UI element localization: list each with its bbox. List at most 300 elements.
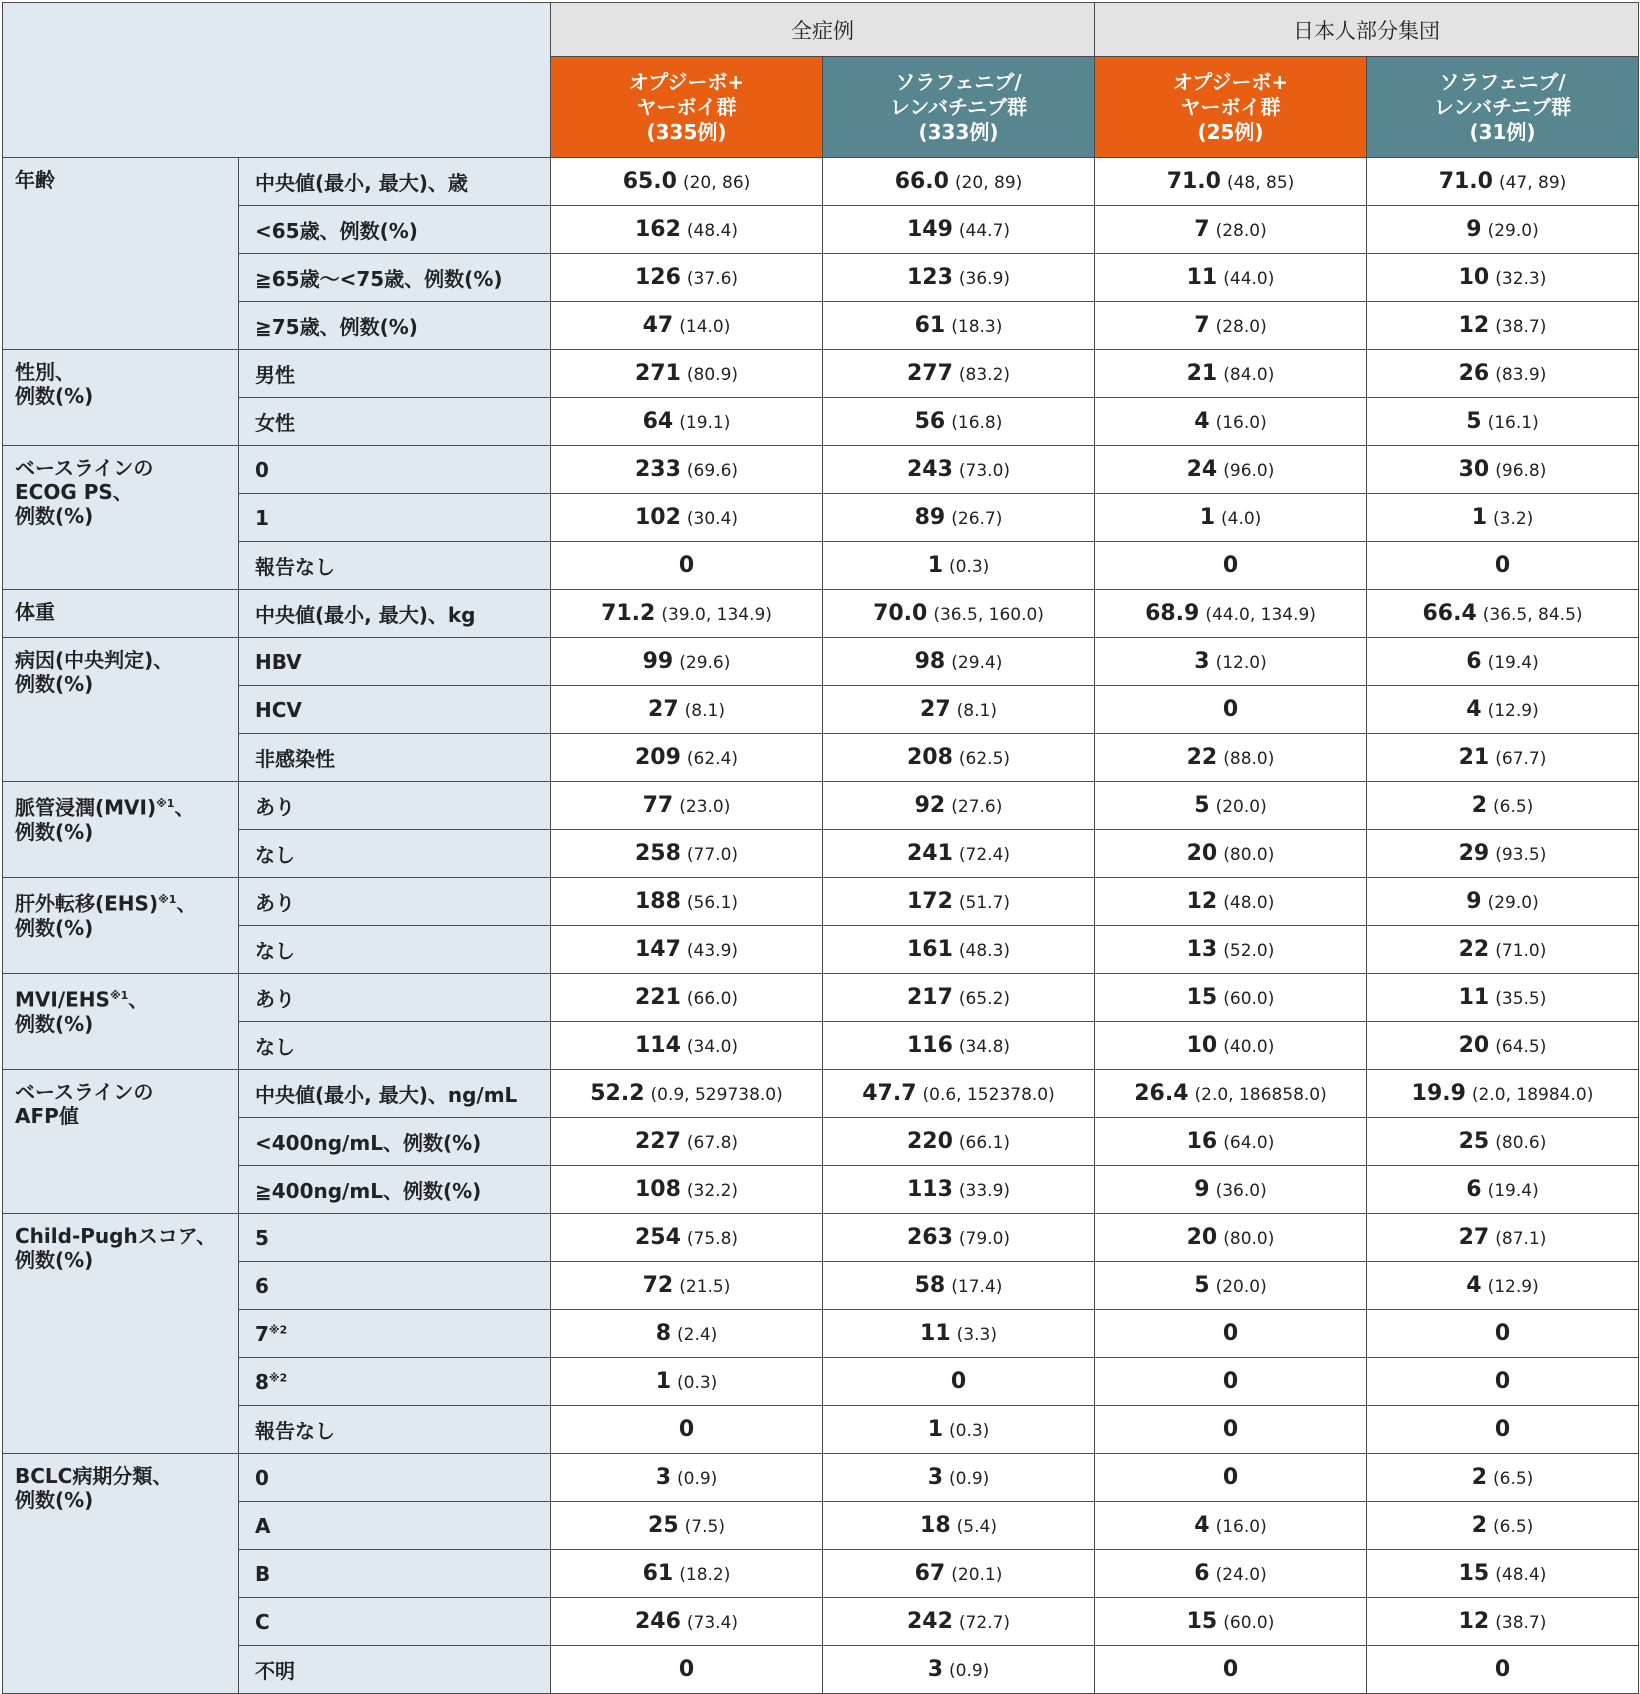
footnote-mark: ※2 xyxy=(268,1322,288,1336)
value-detail: (29.0) xyxy=(1487,221,1539,241)
category-label xyxy=(3,1454,239,1694)
value-detail: (38.7) xyxy=(1495,1613,1547,1633)
table-row xyxy=(3,1598,1639,1646)
value-cell xyxy=(823,542,1095,590)
row-label: あり xyxy=(239,974,551,1022)
value-detail: (20.0) xyxy=(1215,1277,1267,1297)
value-detail: (66.0) xyxy=(686,989,739,1009)
row-label: 5 xyxy=(239,1214,551,1262)
value-detail: (60.0) xyxy=(1223,989,1275,1009)
value-cell xyxy=(1367,350,1639,398)
value-main: 5 xyxy=(1194,793,1210,818)
value-detail: (29.0) xyxy=(1487,893,1539,913)
table-row xyxy=(3,1454,1639,1502)
value-main: 11 xyxy=(1458,985,1490,1010)
value-main: 13 xyxy=(1186,937,1218,962)
row-label: 報告なし xyxy=(239,1406,551,1454)
header-corner xyxy=(3,3,551,158)
value-main: 71.2 xyxy=(601,601,656,626)
value-detail: (32.2) xyxy=(686,1181,739,1201)
table-row xyxy=(3,1166,1639,1214)
row-label: なし xyxy=(239,926,551,974)
value-detail: (65.2) xyxy=(958,989,1011,1009)
value-cell xyxy=(823,1646,1095,1694)
value-cell xyxy=(1367,302,1639,350)
footnote-mark: ※2 xyxy=(268,1370,288,1384)
value-cell xyxy=(823,878,1095,926)
value-cell xyxy=(1095,1070,1367,1118)
value-cell xyxy=(1095,1598,1367,1646)
value-main: 5 xyxy=(1466,409,1482,434)
value-cell xyxy=(551,734,823,782)
value-detail: (32.3) xyxy=(1495,269,1547,289)
value-main: 149 xyxy=(906,217,953,242)
value-main: 7 xyxy=(1194,313,1210,338)
value-cell xyxy=(823,1166,1095,1214)
value-cell xyxy=(551,782,823,830)
value-main: 58 xyxy=(914,1273,946,1298)
value-detail: (80.0) xyxy=(1223,845,1275,865)
value-detail: (27.6) xyxy=(951,797,1003,817)
value-cell xyxy=(823,638,1095,686)
category-label-line: 例数(%) xyxy=(15,672,94,696)
category-label-line: 肝外転移(EHS)$^{※1}$、 xyxy=(15,891,197,916)
value-cell xyxy=(1367,878,1639,926)
value-detail: (37.6) xyxy=(686,269,739,289)
table-row xyxy=(3,1502,1639,1550)
category-label-line: 例数(%) xyxy=(15,915,94,940)
value-detail: (34.0) xyxy=(686,1037,739,1057)
value-main: 3 xyxy=(655,1465,671,1490)
value-cell xyxy=(823,1454,1095,1502)
value-detail: (0.3) xyxy=(949,1421,990,1441)
value-detail: (67.7) xyxy=(1495,749,1547,769)
value-cell xyxy=(1095,1502,1367,1550)
row-label: ≧65歳～<75歳、例数(%) xyxy=(239,254,551,302)
table-row xyxy=(3,1310,1639,1358)
table-body xyxy=(3,158,1639,1694)
value-main: 0 xyxy=(1494,1657,1511,1682)
value-main: 12 xyxy=(1186,889,1218,914)
value-main: 61 xyxy=(642,1561,674,1586)
table-row xyxy=(3,638,1639,686)
value-cell xyxy=(551,1118,823,1166)
category-label-line: ベースラインの xyxy=(15,1080,154,1104)
value-cell xyxy=(1095,1454,1367,1502)
value-detail: (20, 86) xyxy=(682,173,751,193)
value-detail: (2.4) xyxy=(677,1325,718,1345)
value-cell xyxy=(823,1310,1095,1358)
row-label: 女性 xyxy=(239,398,551,446)
value-cell xyxy=(1095,542,1367,590)
value-cell xyxy=(1095,1358,1367,1406)
value-cell xyxy=(823,1214,1095,1262)
value-cell xyxy=(1367,926,1639,974)
value-detail: (47, 89) xyxy=(1498,173,1567,193)
row-label: 6 xyxy=(239,1262,551,1310)
value-cell xyxy=(823,350,1095,398)
value-main: 64 xyxy=(642,409,674,434)
value-cell xyxy=(1095,926,1367,974)
footnote-mark: ※1 xyxy=(158,893,177,906)
value-detail: (16.1) xyxy=(1487,413,1539,433)
table-row xyxy=(3,734,1639,782)
value-cell xyxy=(823,782,1095,830)
arm-header-sora-lenva-japan: ソラフェニブ/ レンバチニブ群 (31例) xyxy=(1367,57,1639,158)
value-cell xyxy=(1095,878,1367,926)
value-detail: (80.9) xyxy=(686,365,739,385)
value-main: 7 xyxy=(1194,217,1210,242)
value-detail: (36.5, 160.0) xyxy=(933,605,1044,625)
value-main: 11 xyxy=(1186,265,1218,290)
value-detail: (0.9) xyxy=(677,1469,718,1489)
value-cell xyxy=(551,446,823,494)
value-main: 3 xyxy=(927,1465,943,1490)
value-cell xyxy=(1367,1262,1639,1310)
table-row xyxy=(3,686,1639,734)
value-main: 16 xyxy=(1186,1129,1218,1154)
value-detail: (2.0, 18984.0) xyxy=(1471,1085,1594,1105)
value-detail: (51.7) xyxy=(958,893,1011,913)
value-main: 19.9 xyxy=(1411,1081,1466,1106)
category-label-line: 例数(%) xyxy=(15,504,94,528)
value-cell xyxy=(1095,974,1367,1022)
category-label-line: Child-Pughスコア、 xyxy=(15,1224,217,1248)
value-cell xyxy=(823,1022,1095,1070)
arm-header-sora-lenva-all: ソラフェニブ/ レンバチニブ群 (333例) xyxy=(823,57,1095,158)
footnote-mark: ※1 xyxy=(109,989,129,1002)
value-detail: (0.6, 152378.0) xyxy=(922,1085,1055,1105)
value-cell xyxy=(823,1550,1095,1598)
group-header-all: 全症例 xyxy=(551,3,1095,57)
table-row xyxy=(3,494,1639,542)
value-main: 0 xyxy=(950,1369,967,1394)
category-label-line: 性別、 xyxy=(15,360,75,384)
value-main: 9 xyxy=(1194,1177,1210,1202)
row-label: ≧75歳、例数(%) xyxy=(239,302,551,350)
value-main: 208 xyxy=(906,745,953,770)
value-detail: (43.9) xyxy=(686,941,739,961)
value-cell xyxy=(823,446,1095,494)
value-detail: (36.0) xyxy=(1215,1181,1267,1201)
table-row xyxy=(3,830,1639,878)
value-main: 0 xyxy=(1222,697,1239,722)
value-cell xyxy=(1367,734,1639,782)
category-label-line: 例数(%) xyxy=(15,1011,94,1036)
category-label-line: 例数(%) xyxy=(15,1488,94,1512)
value-cell xyxy=(823,830,1095,878)
value-detail: (48.4) xyxy=(686,221,739,241)
value-cell xyxy=(1367,638,1639,686)
row-label: HBV xyxy=(239,638,551,686)
value-main: 71.0 xyxy=(1438,169,1493,194)
row-label: 0 xyxy=(239,446,551,494)
value-cell xyxy=(551,878,823,926)
value-main: 21 xyxy=(1458,745,1490,770)
value-cell xyxy=(823,1358,1095,1406)
value-detail: (2.0, 186858.0) xyxy=(1194,1085,1327,1105)
category-label-line: AFP値 xyxy=(15,1104,79,1128)
value-cell xyxy=(1367,254,1639,302)
value-main: 220 xyxy=(906,1129,953,1154)
category-label xyxy=(3,446,239,590)
value-cell xyxy=(551,350,823,398)
value-main: 70.0 xyxy=(873,601,928,626)
value-detail: (12.9) xyxy=(1487,701,1539,721)
value-main: 20 xyxy=(1458,1033,1490,1058)
value-detail: (12.0) xyxy=(1215,653,1267,673)
value-cell xyxy=(551,1454,823,1502)
value-detail: (56.1) xyxy=(686,893,739,913)
category-label xyxy=(3,878,239,974)
value-main: 258 xyxy=(634,841,681,866)
value-main: 10 xyxy=(1458,265,1490,290)
table-row xyxy=(3,1070,1639,1118)
value-detail: (87.1) xyxy=(1495,1229,1547,1249)
row-label: 男性 xyxy=(239,350,551,398)
value-cell xyxy=(823,734,1095,782)
value-cell xyxy=(1367,1406,1639,1454)
value-cell xyxy=(823,158,1095,206)
row-label: 不明 xyxy=(239,1646,551,1694)
table-row xyxy=(3,302,1639,350)
value-detail: (48, 85) xyxy=(1226,173,1295,193)
category-label xyxy=(3,1214,239,1454)
value-cell xyxy=(823,1406,1095,1454)
value-cell xyxy=(551,158,823,206)
value-cell xyxy=(551,494,823,542)
value-main: 227 xyxy=(634,1129,681,1154)
value-cell xyxy=(551,926,823,974)
value-cell xyxy=(551,206,823,254)
value-main: 98 xyxy=(914,649,946,674)
value-detail: (73.4) xyxy=(686,1613,739,1633)
value-main: 6 xyxy=(1466,649,1482,674)
value-main: 0 xyxy=(678,553,695,578)
row-label: なし xyxy=(239,1022,551,1070)
value-cell xyxy=(1095,1406,1367,1454)
value-cell xyxy=(823,206,1095,254)
value-detail: (48.4) xyxy=(1495,1565,1547,1585)
category-label-line: 例数(%) xyxy=(15,384,94,408)
value-cell xyxy=(551,1550,823,1598)
value-detail: (52.0) xyxy=(1223,941,1275,961)
value-detail: (3.3) xyxy=(956,1325,997,1345)
value-main: 123 xyxy=(906,265,953,290)
value-cell xyxy=(1095,206,1367,254)
value-main: 65.0 xyxy=(622,169,677,194)
value-main: 4 xyxy=(1466,1273,1482,1298)
value-main: 25 xyxy=(648,1513,679,1538)
value-detail: (83.2) xyxy=(958,365,1011,385)
value-main: 92 xyxy=(914,793,946,818)
value-cell xyxy=(1367,542,1639,590)
row-label: <400ng/mL、例数(%) xyxy=(239,1118,551,1166)
value-detail: (21.5) xyxy=(679,1277,731,1297)
value-detail: (16.0) xyxy=(1215,1517,1267,1537)
value-cell xyxy=(551,1070,823,1118)
value-cell xyxy=(551,1166,823,1214)
row-label: C xyxy=(239,1598,551,1646)
value-cell xyxy=(823,302,1095,350)
value-main: 66.4 xyxy=(1422,601,1477,626)
value-detail: (18.2) xyxy=(679,1565,731,1585)
value-main: 1 xyxy=(1199,505,1215,530)
row-label: 非感染性 xyxy=(239,734,551,782)
value-main: 22 xyxy=(1458,937,1490,962)
value-detail: (75.8) xyxy=(686,1229,739,1249)
value-detail: (44.0, 134.9) xyxy=(1205,605,1316,625)
value-cell xyxy=(1095,638,1367,686)
value-main: 26 xyxy=(1458,361,1490,386)
value-detail: (79.0) xyxy=(958,1229,1011,1249)
value-detail: (35.5) xyxy=(1495,989,1547,1009)
value-detail: (44.0) xyxy=(1223,269,1275,289)
value-cell xyxy=(1095,446,1367,494)
value-detail: (0.3) xyxy=(949,557,990,577)
row-label: 中央値(最小, 最大)、kg xyxy=(239,590,551,638)
value-cell xyxy=(551,1262,823,1310)
value-cell xyxy=(551,1502,823,1550)
value-cell xyxy=(551,1358,823,1406)
row-label: あり xyxy=(239,878,551,926)
value-main: 114 xyxy=(634,1033,681,1058)
value-detail: (14.0) xyxy=(679,317,731,337)
value-detail: (29.6) xyxy=(679,653,731,673)
value-cell xyxy=(551,974,823,1022)
value-cell xyxy=(1095,494,1367,542)
value-main: 0 xyxy=(1494,1321,1511,1346)
value-detail: (72.4) xyxy=(958,845,1011,865)
value-main: 3 xyxy=(927,1657,943,1682)
value-cell xyxy=(551,398,823,446)
value-cell xyxy=(823,1502,1095,1550)
value-main: 4 xyxy=(1194,1513,1210,1538)
value-main: 29 xyxy=(1458,841,1490,866)
value-main: 89 xyxy=(914,505,946,530)
value-cell xyxy=(823,254,1095,302)
value-detail: (80.6) xyxy=(1495,1133,1547,1153)
table-row xyxy=(3,590,1639,638)
value-cell xyxy=(551,1022,823,1070)
group-header-japan: 日本人部分集団 xyxy=(1095,3,1639,57)
value-cell xyxy=(1095,1646,1367,1694)
value-detail: (96.0) xyxy=(1223,461,1275,481)
value-main: 47.7 xyxy=(862,1081,917,1106)
value-main: 0 xyxy=(1222,1465,1239,1490)
value-main: 0 xyxy=(1494,553,1511,578)
table-row xyxy=(3,1118,1639,1166)
value-cell xyxy=(1367,830,1639,878)
value-main: 254 xyxy=(634,1225,681,1250)
row-label: ≧400ng/mL、例数(%) xyxy=(239,1166,551,1214)
value-detail: (0.9, 529738.0) xyxy=(650,1085,783,1105)
category-label xyxy=(3,590,239,638)
value-main: 277 xyxy=(906,361,953,386)
row-label: 8$^{※2}$ xyxy=(239,1358,551,1406)
value-detail: (29.4) xyxy=(951,653,1003,673)
value-main: 0 xyxy=(1222,553,1239,578)
value-cell xyxy=(1367,1214,1639,1262)
value-cell xyxy=(551,1310,823,1358)
value-detail: (20.0) xyxy=(1215,797,1267,817)
value-detail: (19.1) xyxy=(679,413,731,433)
value-main: 3 xyxy=(1194,649,1210,674)
value-main: 209 xyxy=(634,745,681,770)
value-detail: (44.7) xyxy=(958,221,1011,241)
value-cell xyxy=(823,590,1095,638)
category-label-line: 体重 xyxy=(15,600,55,624)
row-label: 7$^{※2}$ xyxy=(239,1310,551,1358)
value-cell xyxy=(1367,590,1639,638)
row-label: HCV xyxy=(239,686,551,734)
value-main: 1 xyxy=(927,553,943,578)
value-detail: (93.5) xyxy=(1495,845,1547,865)
value-main: 77 xyxy=(642,793,674,818)
value-detail: (88.0) xyxy=(1223,749,1275,769)
value-cell xyxy=(1367,1166,1639,1214)
value-main: 66.0 xyxy=(894,169,949,194)
value-cell xyxy=(551,302,823,350)
value-main: 22 xyxy=(1186,745,1218,770)
value-cell xyxy=(1095,1550,1367,1598)
value-main: 12 xyxy=(1458,313,1490,338)
value-cell xyxy=(1367,974,1639,1022)
value-main: 15 xyxy=(1458,1561,1490,1586)
value-cell xyxy=(551,1646,823,1694)
value-main: 233 xyxy=(634,457,681,482)
value-detail: (48.3) xyxy=(958,941,1011,961)
value-main: 1 xyxy=(1471,505,1487,530)
value-detail: (26.7) xyxy=(951,509,1003,529)
row-label: なし xyxy=(239,830,551,878)
value-main: 162 xyxy=(634,217,681,242)
value-main: 12 xyxy=(1458,1609,1490,1634)
table-row xyxy=(3,1646,1639,1694)
value-detail: (30.4) xyxy=(686,509,739,529)
value-cell xyxy=(1095,830,1367,878)
value-detail: (80.0) xyxy=(1223,1229,1275,1249)
value-cell xyxy=(1095,686,1367,734)
value-main: 6 xyxy=(1194,1561,1210,1586)
category-label-line: ECOG PS、 xyxy=(15,480,133,504)
row-label: 1 xyxy=(239,494,551,542)
row-label: あり xyxy=(239,782,551,830)
value-cell xyxy=(1095,590,1367,638)
value-main: 71.0 xyxy=(1166,169,1221,194)
table-row xyxy=(3,878,1639,926)
value-main: 24 xyxy=(1186,457,1218,482)
value-detail: (62.5) xyxy=(958,749,1011,769)
table-row xyxy=(3,254,1639,302)
value-detail: (0.3) xyxy=(677,1373,718,1393)
value-detail: (4.0) xyxy=(1221,509,1262,529)
value-main: 72 xyxy=(642,1273,674,1298)
row-label: 0 xyxy=(239,1454,551,1502)
value-detail: (23.0) xyxy=(679,797,731,817)
row-label: 報告なし xyxy=(239,542,551,590)
table-row xyxy=(3,926,1639,974)
value-cell xyxy=(551,254,823,302)
value-cell xyxy=(1367,494,1639,542)
value-detail: (64.5) xyxy=(1495,1037,1547,1057)
table-row xyxy=(3,974,1639,1022)
value-detail: (36.5, 84.5) xyxy=(1482,605,1583,625)
value-cell xyxy=(1095,734,1367,782)
category-label-line: ベースラインの xyxy=(15,456,154,480)
value-detail: (20, 89) xyxy=(954,173,1023,193)
value-cell xyxy=(1367,1502,1639,1550)
